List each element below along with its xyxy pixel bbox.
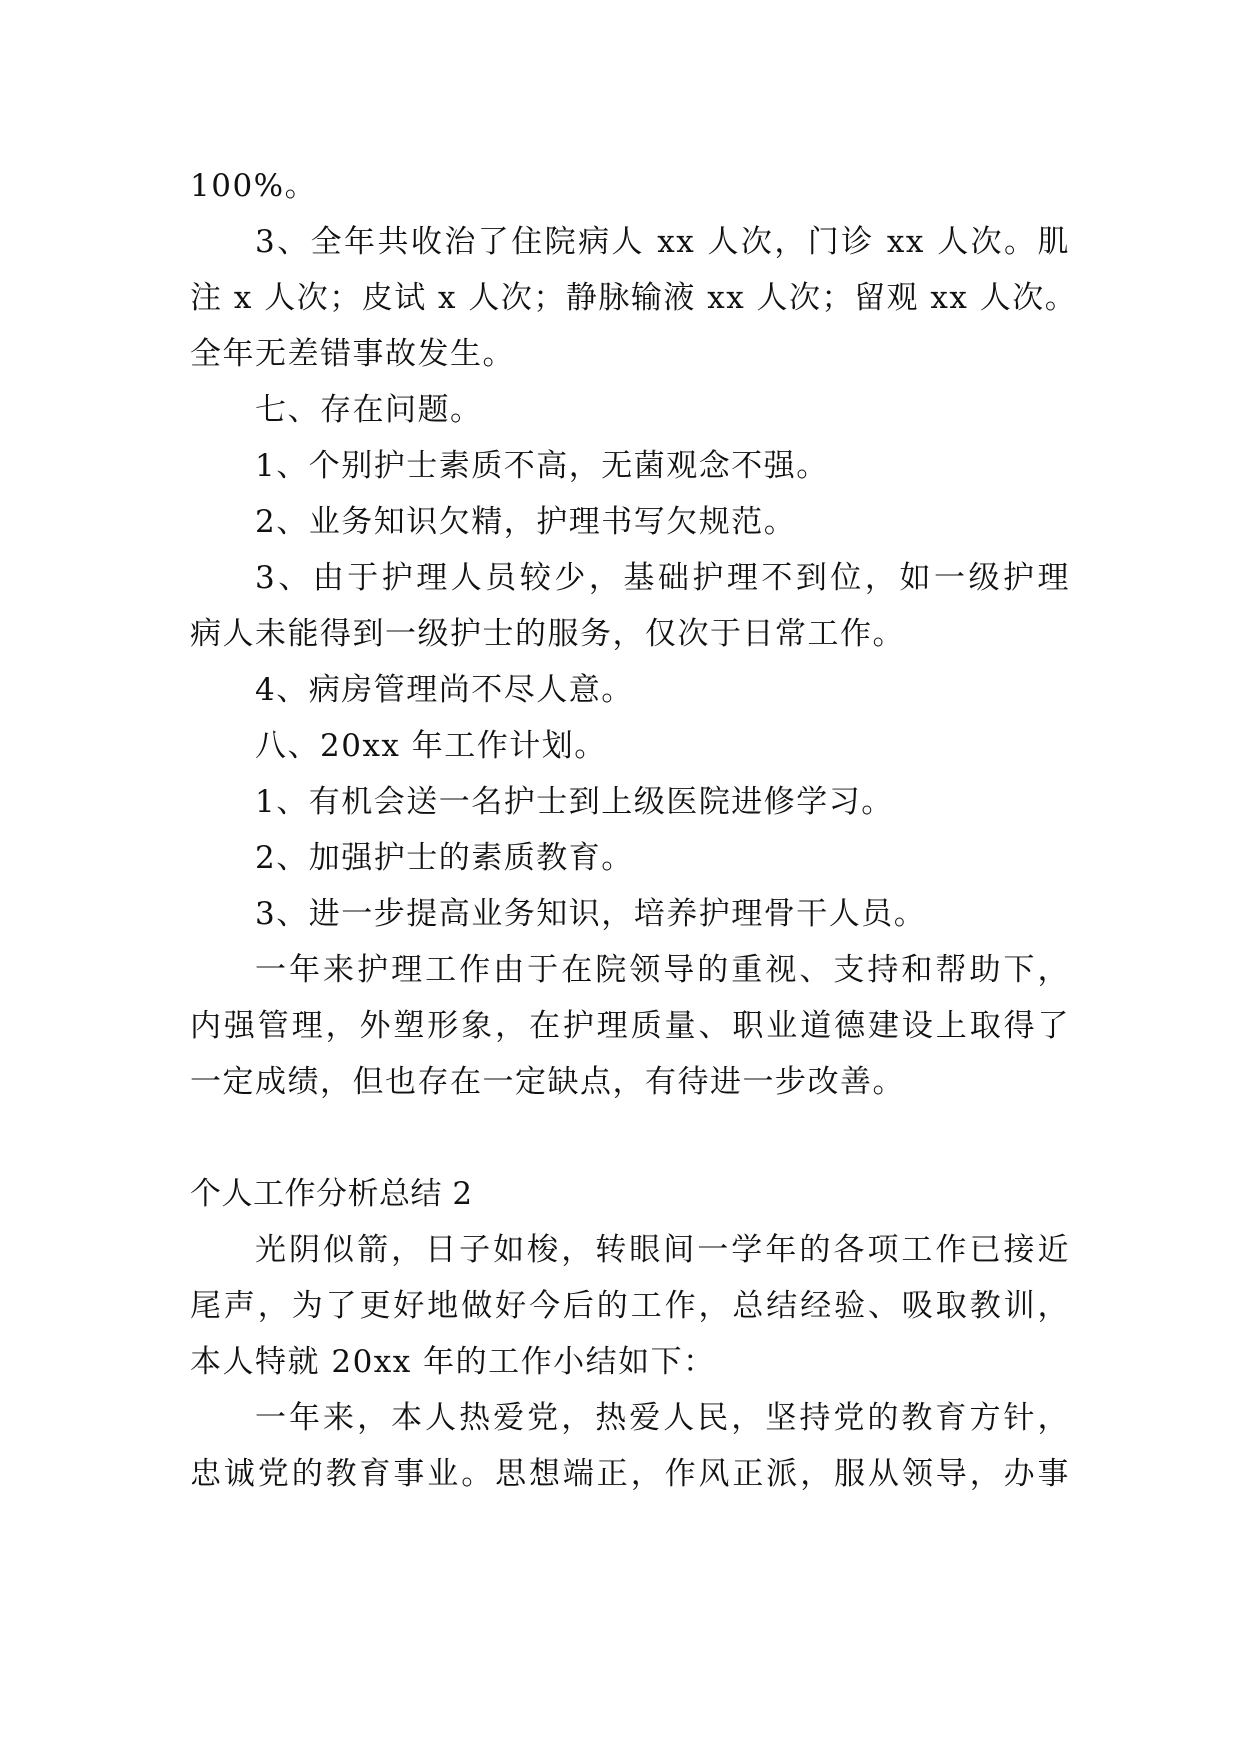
text-line: 注 x 人次；皮试 x 人次；静脉输液 xx 人次；留观 xx 人次。 (190, 280, 1078, 316)
text-line: 一定成绩，但也存在一定缺点，有待进一步改善。 (190, 1064, 905, 1100)
text-line: 一年来，本人热爱党，热爱人民，坚持党的教育方针， (255, 1400, 1070, 1436)
text-line: 1、个别护士素质不高，无菌观念不强。 (255, 448, 829, 484)
text-line: 尾声，为了更好地做好今后的工作，总结经验、吸取教训， (190, 1288, 1070, 1324)
document-title: 个人工作分析总结 2 (190, 1176, 473, 1212)
text-line: 本人特就 20xx 年的工作小结如下： (190, 1344, 716, 1380)
text-line: 一年来护理工作由于在院领导的重视、支持和帮助下， (255, 952, 1070, 988)
text-line: 病人未能得到一级护士的服务，仅次于日常工作。 (190, 616, 905, 652)
text-line: 2、加强护士的素质教育。 (255, 840, 634, 876)
text-line: 1、有机会送一名护士到上级医院进修学习。 (255, 784, 894, 820)
text-line: 内强管理，外塑形象，在护理质量、职业道德建设上取得了 (190, 1008, 1070, 1044)
text-line: 3、全年共收治了住院病人 xx 人次，门诊 xx 人次。肌 (255, 224, 1070, 260)
text-line: 忠诚党的教育事业。思想端正，作风正派，服从领导，办事 (190, 1456, 1070, 1492)
text-line: 全年无差错事故发生。 (190, 336, 515, 372)
text-line: 4、病房管理尚不尽人意。 (255, 672, 634, 708)
section-heading: 七、存在问题。 (255, 392, 483, 428)
section-heading: 八、20xx 年工作计划。 (255, 728, 607, 764)
text-line: 2、业务知识欠精，护理书写欠规范。 (255, 504, 797, 540)
text-line: 光阴似箭，日子如梭，转眼间一学年的各项工作已接近 (255, 1232, 1070, 1268)
text-line: 3、由于护理人员较少，基础护理不到位，如一级护理 (255, 560, 1070, 596)
text-line: 3、进一步提高业务知识，培养护理骨干人员。 (255, 896, 927, 932)
text-line: 100%。 (190, 168, 318, 204)
